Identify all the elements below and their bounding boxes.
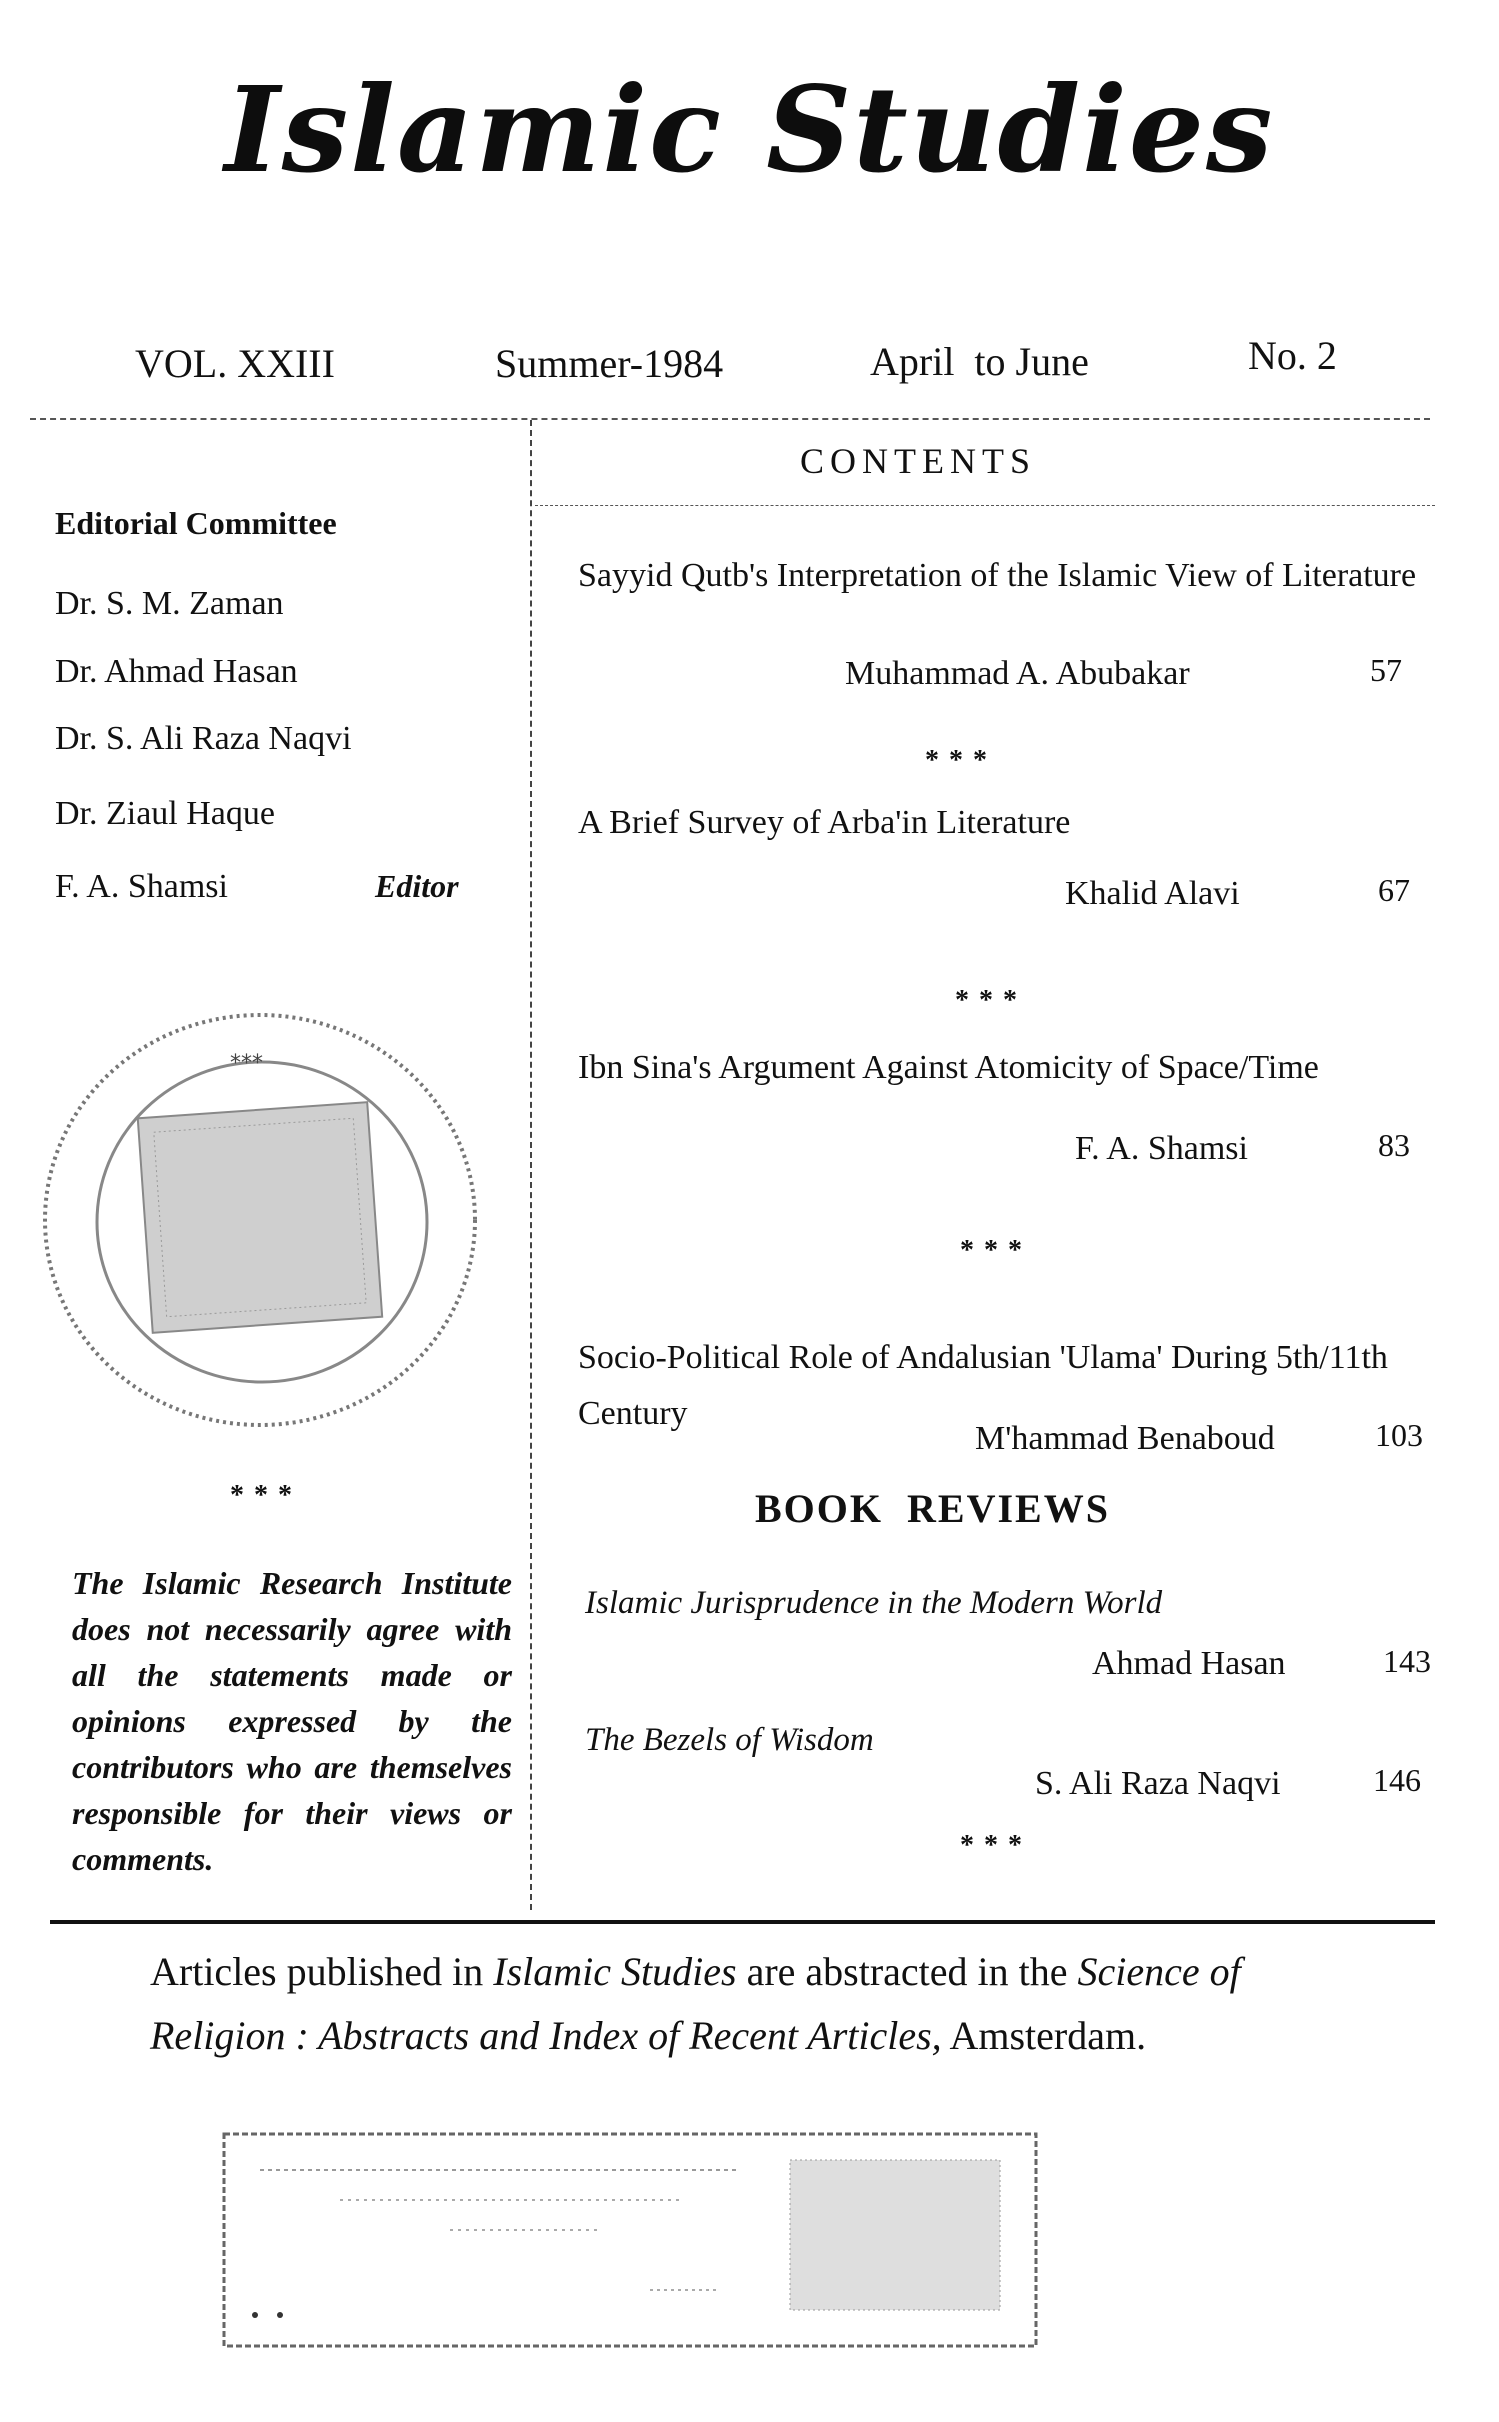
- svg-text:***: ***: [230, 1051, 263, 1076]
- issue-number: No. 2: [1248, 333, 1337, 378]
- volume-label: VOL. XXIII: [135, 341, 335, 386]
- article-author: F. A. Shamsi: [1075, 1130, 1248, 1167]
- abstracting-note: [150, 1940, 1370, 2068]
- institute-seal: [30, 1000, 490, 1440]
- article-author: Khalid Alavi: [1065, 875, 1240, 912]
- article-title: Socio-Political Role of Andalusian 'Ulama' During 5th/11th Century: [578, 1339, 1388, 1432]
- disclaimer-text: The Islamic Research Institute does not necessarily agree with all the statements made or opinions expressed by the contributors who are themselves responsible for their views or comments.: [72, 1565, 512, 1877]
- article-title: A Brief Survey of Arba'in Literature: [578, 804, 1071, 841]
- footer-divider: [50, 1920, 1435, 1924]
- article-author: M'hammad Benaboud: [975, 1420, 1275, 1457]
- footer-text: Amsterdam.: [941, 2013, 1147, 2058]
- article-page: 57: [1370, 652, 1402, 688]
- article-page: 67: [1378, 872, 1410, 908]
- editorial-committee-heading: Editorial Committee: [55, 505, 337, 541]
- review-author: Ahmad Hasan: [1092, 1645, 1286, 1682]
- committee-member: Dr. S. M. Zaman: [55, 585, 284, 622]
- review-title: The Bezels of Wisdom: [585, 1722, 874, 1758]
- column-divider: [530, 420, 532, 1910]
- journal-name: Islamic Studies: [493, 1949, 737, 1994]
- article-title: Ibn Sina's Argument Against Atomicity of Space/Time: [578, 1049, 1319, 1086]
- book-reviews-heading: BOOK REVIEWS: [755, 1486, 1110, 1531]
- contents-heading: CONTENTS: [800, 441, 1036, 481]
- review-page: 146: [1373, 1762, 1421, 1798]
- months-label: April to June: [870, 339, 1089, 384]
- footer-text: are abstracted in the: [736, 1949, 1078, 1994]
- review-author: S. Ali Raza Naqvi: [1035, 1765, 1281, 1802]
- separator-stars: ***: [960, 1235, 1032, 1266]
- article-title: Sayyid Qutb's Interpretation of the Islamic View of Literature: [578, 557, 1417, 594]
- index-name: Science of Religion : Abstracts and Index of Recent Articles,: [150, 1949, 1241, 2058]
- separator-stars: ***: [960, 1830, 1032, 1861]
- separator-stars: ***: [230, 1480, 302, 1511]
- article-author: Muhammad A. Abubakar: [845, 655, 1190, 692]
- separator-stars: ***: [925, 745, 997, 776]
- editor-role-label: Editor: [375, 868, 459, 904]
- article-page: 83: [1378, 1127, 1410, 1163]
- separator-stars: ***: [955, 985, 1027, 1016]
- issue-divider: [30, 418, 1430, 420]
- committee-member: F. A. Shamsi: [55, 868, 228, 905]
- season-label: Summer-1984: [495, 341, 724, 386]
- committee-member: Dr. Ziaul Haque: [55, 795, 275, 832]
- article-page: 103: [1375, 1417, 1423, 1453]
- footer-text: Articles published in: [150, 1949, 494, 1994]
- review-title: Islamic Jurisprudence in the Modern World: [585, 1585, 1163, 1621]
- committee-member: Dr. Ahmad Hasan: [55, 653, 298, 690]
- contents-divider: [535, 505, 1435, 506]
- library-stamp: [220, 2130, 1040, 2350]
- journal-masthead: Islamic Studies: [224, 60, 1275, 199]
- review-page: 143: [1383, 1643, 1431, 1679]
- committee-member: Dr. S. Ali Raza Naqvi: [55, 720, 352, 757]
